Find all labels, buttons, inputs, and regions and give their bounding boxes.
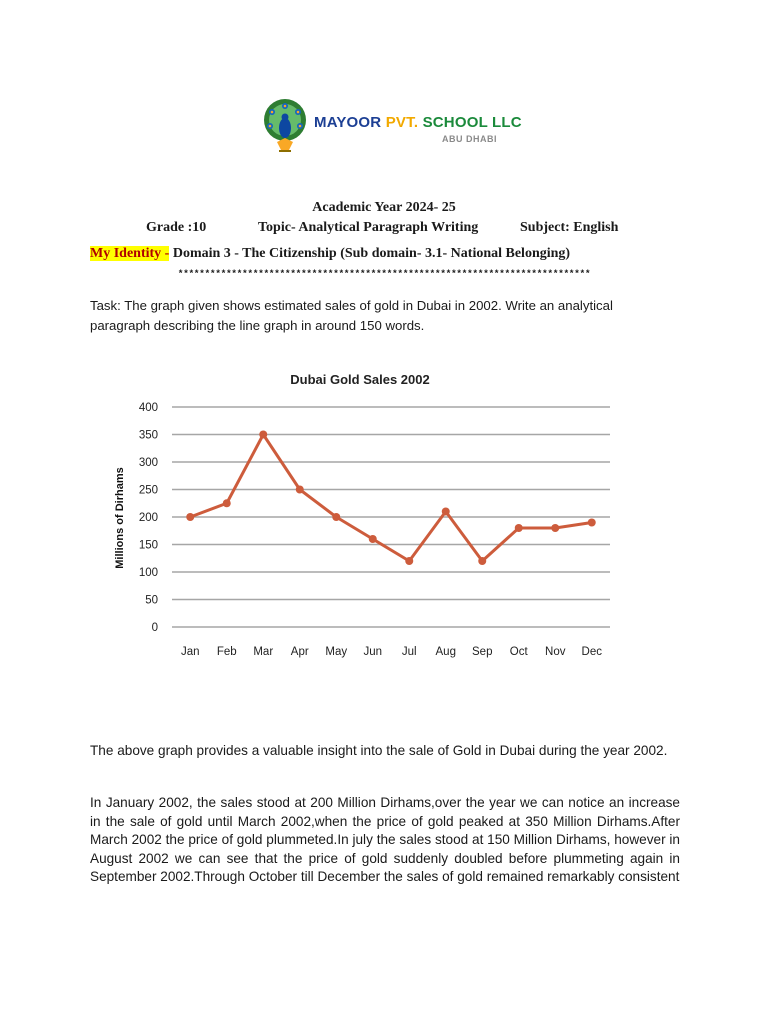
chart-y-tick-label: 300 (138, 457, 158, 469)
chart-x-tick-label: Jul (401, 646, 417, 658)
chart-data-point (588, 519, 596, 527)
chart-x-tick-label: Oct (509, 646, 528, 658)
grade-label: Grade :10 (146, 220, 207, 235)
chart-x-tick-label: Jan (180, 646, 200, 658)
chart-data-point (296, 486, 304, 494)
school-name-part2: PVT. (385, 114, 419, 131)
chart-series-line (190, 435, 592, 562)
chart-data-point (369, 535, 377, 543)
separator-line: ***************************************************************************** (177, 268, 591, 279)
chart-x-tick-label: Nov (545, 646, 566, 658)
topic-label: Topic- Analytical Paragraph Writing (258, 220, 479, 235)
identity-label: My Identity - (90, 246, 170, 261)
academic-year: Academic Year 2024- 25 (312, 200, 456, 215)
chart-x-tick-label: Feb (216, 646, 237, 658)
chart-data-point (259, 431, 267, 439)
peacock-logo-icon (262, 98, 308, 156)
chart-data-point (515, 524, 523, 532)
chart-x-tick-label: Mar (253, 646, 274, 658)
chart-x-tick-label: Sep (472, 646, 493, 658)
chart-x-tick-label: Apr (290, 646, 309, 658)
chart-data-point (332, 513, 340, 521)
identity-line (90, 246, 570, 262)
chart-y-tick-label: 250 (138, 484, 158, 497)
chart-y-tick-label: 200 (138, 512, 158, 524)
chart-x-ticks (181, 646, 602, 658)
chart-data-point (405, 557, 413, 565)
chart-data-point (551, 524, 559, 532)
chart-x-tick-label: Aug (435, 646, 456, 658)
chart-y-axis-label: Millions of Dirhams (114, 467, 126, 569)
analysis-paragraph-1: The above graph provides a valuable insight into the sale of Gold in Dubai during the year 2002. (90, 743, 668, 758)
chart-y-tick-label: 50 (145, 594, 158, 607)
chart-y-tick-label: 400 (138, 402, 158, 414)
chart-x-tick-label: Jun (363, 646, 383, 658)
subject-label: Subject: English (520, 220, 619, 235)
chart-y-ticks (139, 402, 158, 634)
chart-data-point (478, 557, 486, 565)
chart-y-tick-label: 150 (138, 539, 158, 552)
task-instructions: Task: The graph given shows estimated sales of gold in Dubai in 2002. Write an analytical paragraph describing the line graph in around 150 words. (90, 298, 613, 333)
chart-y-tick-label: 0 (151, 622, 158, 634)
chart-x-tick-label: Dec (581, 646, 602, 658)
school-city: ABU DHABI (442, 134, 497, 144)
school-name (314, 114, 522, 131)
chart-data-point (223, 499, 231, 507)
chart-y-tick-label: 100 (138, 567, 158, 579)
analysis-paragraph-2: In January 2002, the sales stood at 200 Million Dirhams,over the year we can notice an increase in the sale of gold until March 2002,when the price of gold peaked at 350 Million Dirhams.After March 2002 the price of gold plummeted.In july the sales stood at 150 Million Dirhams, however in August 2002 we can see that the price of gold suddenly doubled before plummeting again in September 2002.Through October till December the sales of gold remained remarkably consistent (90, 795, 680, 885)
chart-gridlines (172, 407, 610, 627)
chart-x-tick-label: May (325, 646, 348, 658)
chart-title: Dubai Gold Sales 2002 (290, 372, 430, 387)
chart-y-tick-label: 350 (138, 429, 158, 442)
school-name-part3: SCHOOL LLC (422, 114, 522, 131)
school-logo (262, 98, 522, 156)
gold-sales-line-chart (100, 360, 620, 680)
chart-data-point (186, 513, 194, 521)
identity-domain: Domain 3 - The Citizenship (Sub domain- 3.1- National Belonging) (169, 246, 571, 261)
school-name-part1: MAYOOR (314, 114, 382, 131)
chart-data-point (442, 508, 450, 516)
